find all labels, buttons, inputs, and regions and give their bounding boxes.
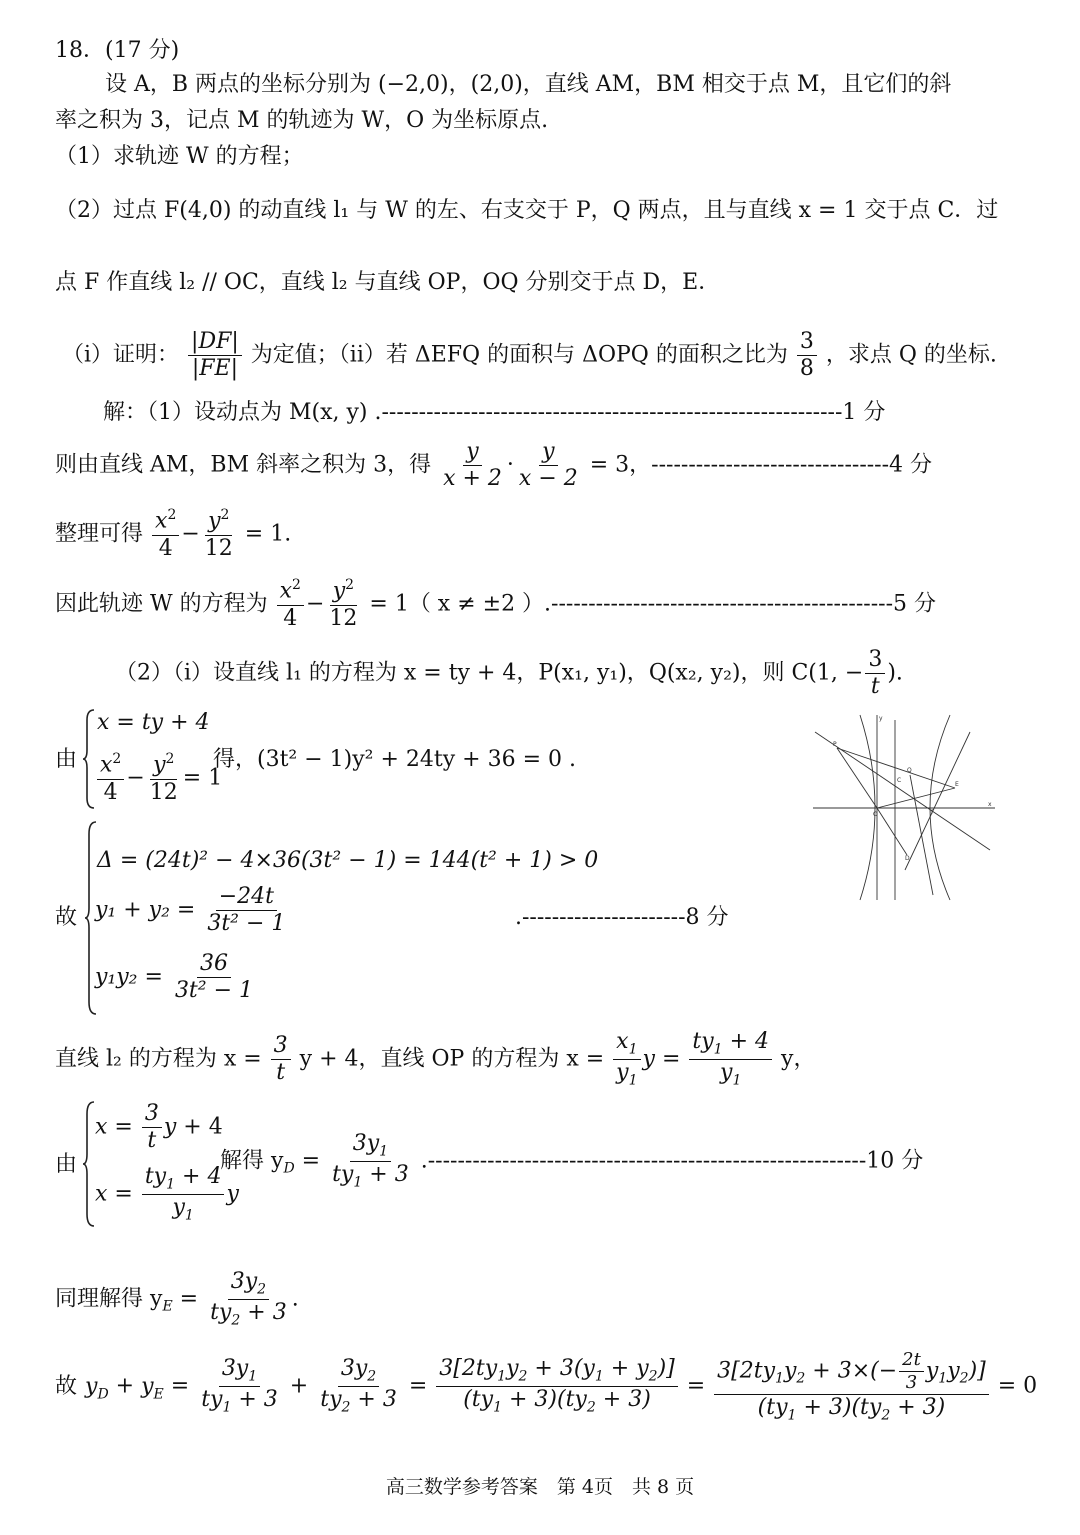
solution-step1: 解：（1）设动点为 M(x, y) .--------------------------------------------------------------1 分 (103, 400, 886, 425)
label-o: O (873, 811, 878, 818)
label-e: E (955, 781, 959, 788)
solution-step4: 因此轨迹 W 的方程为 $\frac{x^2}{4}$ − $\frac{y^2}{12}$ = 1（ x ≠ ±2 ）.----------------------------------------------5 分 (55, 577, 936, 631)
delta-line: Δ = (24t)² − 4×36(3t² − 1) = 144(t² + 1) > 0 (97, 848, 599, 873)
label-y: y (879, 715, 883, 722)
solution-step5: （2）（i）设直线 l₁ 的方程为 x = ty + 4，P(x₁, y₁)，Q(x₂, y₂)，则 C(1, − $\frac{3}{t}$ ). (115, 647, 903, 700)
label-c: C (897, 777, 902, 784)
problem-stem-line1: 设 A，B 两点的坐标分别为 (−2,0)，(2,0)，直线 AM，BM 相交于点 M，且它们的斜 (105, 72, 952, 97)
system3-row1: x = $\frac{3}{t}$ y + 4 (95, 1101, 223, 1154)
solution-step3: 整理可得 $\frac{x^2}{4}$ − $\frac{y^2}{12}$ = 1. (55, 507, 292, 561)
system1-result: 得，(3t² − 1)y² + 24ty + 36 = 0 . (213, 747, 576, 772)
label-f: F (931, 809, 935, 816)
system1-row1: x = ty + 4 (97, 710, 210, 735)
problem-number: 18．(17 分) (55, 38, 180, 63)
page-footer: 高三数学参考答案 第 4页 共 8 页 (385, 1476, 695, 1498)
gu-label-2: 故 (55, 1374, 78, 1399)
label-d: D (905, 855, 910, 862)
brace-system3 (82, 1100, 96, 1228)
gu-label-1: 故 (55, 905, 78, 930)
area-ratio-fraction: $\frac{3}{8}$ (797, 330, 817, 381)
left-branch (860, 715, 875, 900)
brace-system1 (82, 708, 96, 810)
solution-ye: 同理解得 $y_E$ = $\frac{3y_2}{ty_2 + 3}$ . (55, 1269, 299, 1329)
vieta-sum: y₁ + y₂ = $\frac{-24t}{\text{3t² − 1}}$ (95, 884, 286, 937)
df-fe-fraction: $\frac{|DF|}{|FE|}$ (188, 330, 242, 381)
problem-part2-subquestions: （i）证明： $\frac{|DF|}{|FE|}$ 为定值；（ii）若 ΔEFQ 的面积与 ΔOPQ 的面积之比为 $\frac{3}{8}$ ，求点 Q 的坐标. (62, 329, 997, 382)
label-x: x (988, 801, 992, 808)
score-8: .----------------------8 分 (515, 905, 729, 930)
solution-final: $y_D + y_E$ = $\frac{3y_1}{ty_1 + 3}$ + $\frac{3y_2}{ty_2 + 3}$ = $\frac{3[2ty_1y_2 + 3(y_1 + y_2)]}{(ty_1 + 3)(ty_2 + 3)}$ = $3[2ty_1y_2 + 3\times(-$ $\frac{2t}{3}$ $y_1y_2$)] $(ty_1 + 3)(ty_2 + 3)$ = 0 (85, 1349, 1038, 1423)
solution-step2: 则由直线 AM，BM 斜率之积为 3，得 $\frac{y}{x + 2}$ · $\frac{y}{x - 2}$ = 3，--------------------------------4 分 (55, 439, 933, 492)
hyperbola-figure (805, 710, 1000, 905)
system3-result: 解得 $y_D$ = $\frac{3y_1}{ty_1 + 3}$ .-----------------------------------------------------------10 分 (220, 1131, 924, 1191)
right-branch (930, 715, 950, 900)
segment-qd (910, 775, 933, 895)
label-q: Q (907, 767, 912, 774)
problem-part1: （1）求轨迹 W 的方程； (55, 144, 304, 169)
you-label-1: 由 (55, 747, 78, 772)
segment-od (877, 808, 907, 855)
solution-l2-line: 直线 l₂ 的方程为 x = $\frac{3}{t}$ y + 4，直线 OP 的方程为 x = $\frac{x_1}{y_1}$ y = $\frac{ty_1 + 4}{y_1}$ y， (55, 1029, 816, 1089)
you-label-2: 由 (55, 1152, 78, 1177)
problem-part2-line2: 点 F 作直线 l₂ // OC，直线 l₂ 与直线 OP，OQ 分别交于点 D，E． (55, 270, 721, 295)
problem-part2-line1: （2）过点 F(4,0) 的动直线 l₁ 与 W 的左、右支交于 P，Q 两点，且与直线 x = 1 交于点 C．过 (55, 198, 999, 223)
vieta-product: y₁y₂ = $\frac{36}{\text{3t² − 1}}$ (95, 951, 254, 1004)
problem-stem-line2: 率之积为 3，记点 M 的轨迹为 W，O 为坐标原点. (55, 108, 549, 133)
label-p: P (833, 741, 837, 748)
system3-row2: x = $\frac{ty_1 + 4}{y_1}$ y (95, 1164, 239, 1224)
line-op (837, 748, 877, 808)
segment-pe (837, 748, 955, 788)
system1-row2: $\frac{x^2}{4}$ − $\frac{y^2}{12}$ = 1 (95, 752, 222, 805)
